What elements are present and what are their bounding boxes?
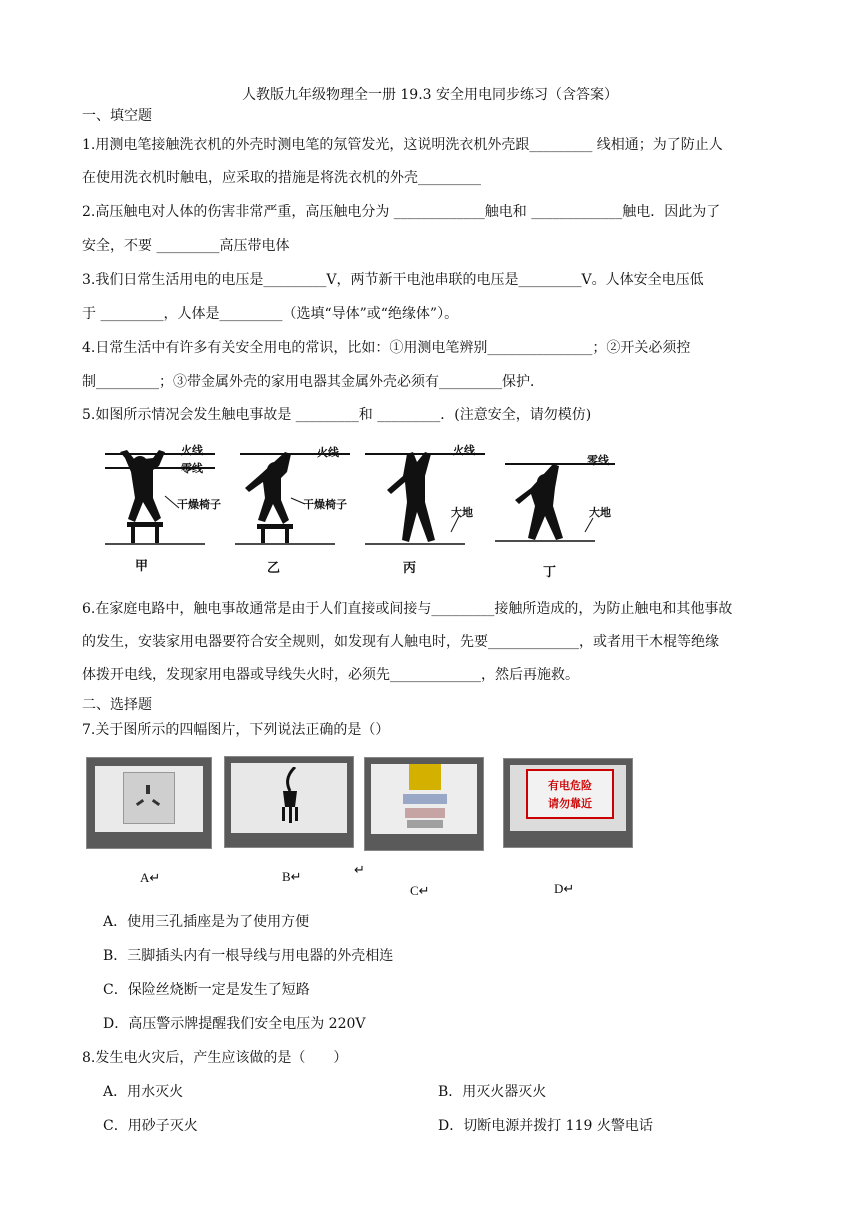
- q7-option-b: B．三脚插头内有一根导线与用电器的外壳相连: [103, 948, 394, 964]
- caption-jia: 甲: [135, 559, 149, 574]
- section-fill-in: 一、填空题: [82, 108, 152, 124]
- photo-fuse: [364, 757, 484, 851]
- label-huoxian: 火线: [453, 444, 475, 457]
- caption-b: B↵: [282, 869, 302, 884]
- q6-line1: 6.在家庭电路中，触电事故通常是由于人们直接或间接与_________接触所造成的，为防止触电和其他事故: [82, 601, 733, 617]
- socket-icon: [123, 772, 175, 824]
- label-chair: 干燥椅子: [303, 498, 347, 511]
- caption-c: C↵: [410, 883, 430, 898]
- label-lingxian: 零线: [587, 454, 609, 467]
- fuse-icon: [409, 764, 441, 790]
- q7-text: 7.关于图所示的四幅图片，下列说法正确的是（）: [82, 722, 390, 738]
- electric-shock-figure: [95, 436, 655, 586]
- q4-line1: 4.日常生活中有许多有关安全用电的常识，比如：①用测电笔辨别_______________；②开关必须控: [82, 340, 691, 356]
- label-lingxian: 零线: [181, 462, 203, 475]
- photo-warning-sign: [503, 758, 633, 848]
- q8-option-b: B．用灭火器灭火: [438, 1084, 547, 1100]
- label-chair: 干燥椅子: [177, 498, 221, 511]
- q6-line3: 体拨开电线，发现家用电器或导线失火时，必须先_____________，然后再施救。: [82, 667, 579, 683]
- label-huoxian: 火线: [181, 444, 203, 457]
- q1-line1: 1.用测电笔接触洗衣机的外壳时测电笔的氖管发光，这说明洗衣机外壳跟_________ 线相通；为了防止人: [82, 137, 723, 153]
- sign-text-1: 有电危险: [548, 779, 592, 792]
- q4-line2: 制_________；③带金属外壳的家用电器其金属外壳必须有_________保护．: [82, 374, 544, 390]
- warning-icon: [526, 769, 614, 819]
- q7-option-d: D．高压警示牌提醒我们安全电压为 220V: [103, 1016, 366, 1032]
- q3-line2: 于 _________，人体是_________（选填“导体”或“绝缘体”）。: [82, 306, 459, 322]
- q8-option-d: D．切断电源并拨打 119 火警电话: [438, 1118, 653, 1134]
- q8-text: 8.发生电火灾后，产生应该做的是（ ）: [82, 1050, 348, 1066]
- q2-line1: 2.高压触电对人体的伤害非常严重，高压触电分为 _____________触电和 _____________触电．因此为了: [82, 204, 721, 220]
- q7-option-a: A．使用三孔插座是为了使用方便: [103, 914, 310, 930]
- caption-a: A↵: [140, 870, 161, 885]
- q8-option-a: A．用水灭火: [103, 1084, 184, 1100]
- caption-bing: 丙: [403, 561, 417, 576]
- sign-text-2: 请勿靠近: [548, 797, 592, 810]
- label-huoxian: 火线: [317, 446, 339, 459]
- q2-line2: 安全，不要 _________高压带电体: [82, 238, 290, 254]
- plug-icon: [265, 767, 315, 831]
- photo-plug: [224, 756, 354, 848]
- q7-option-c: C．保险丝烧断一定是发生了短路: [103, 982, 310, 998]
- caption-ding: 丁: [543, 565, 557, 580]
- q3-line1: 3.我们日常生活用电的电压是_________V，两节新干电池串联的电压是_________V。人体安全电压低: [82, 272, 704, 288]
- label-dadi: 大地: [451, 506, 473, 519]
- q8-option-c: C．用砂子灭火: [103, 1118, 198, 1134]
- section-choice: 二、选择题: [82, 697, 152, 713]
- label-dadi: 大地: [589, 506, 611, 519]
- page-title: 人教版九年级物理全一册 19.3 安全用电同步练习（含答案）: [241, 87, 619, 103]
- q5-text: 5.如图所示情况会发生触电事故是 _________和 _________．(注意安全，请勿模仿): [82, 407, 592, 423]
- caption-yi: 乙: [267, 561, 281, 576]
- caption-d: D↵: [554, 881, 575, 896]
- caption-mark: ↵: [354, 862, 365, 877]
- photo-socket: [86, 757, 212, 849]
- q6-line2: 的发生，安装家用电器要符合安全规则，如发现有人触电时，先要_____________，或者用干木棍等绝缘: [82, 634, 719, 650]
- q1-line2: 在使用洗衣机时触电，应采取的措施是将洗衣机的外壳_________: [82, 170, 481, 186]
